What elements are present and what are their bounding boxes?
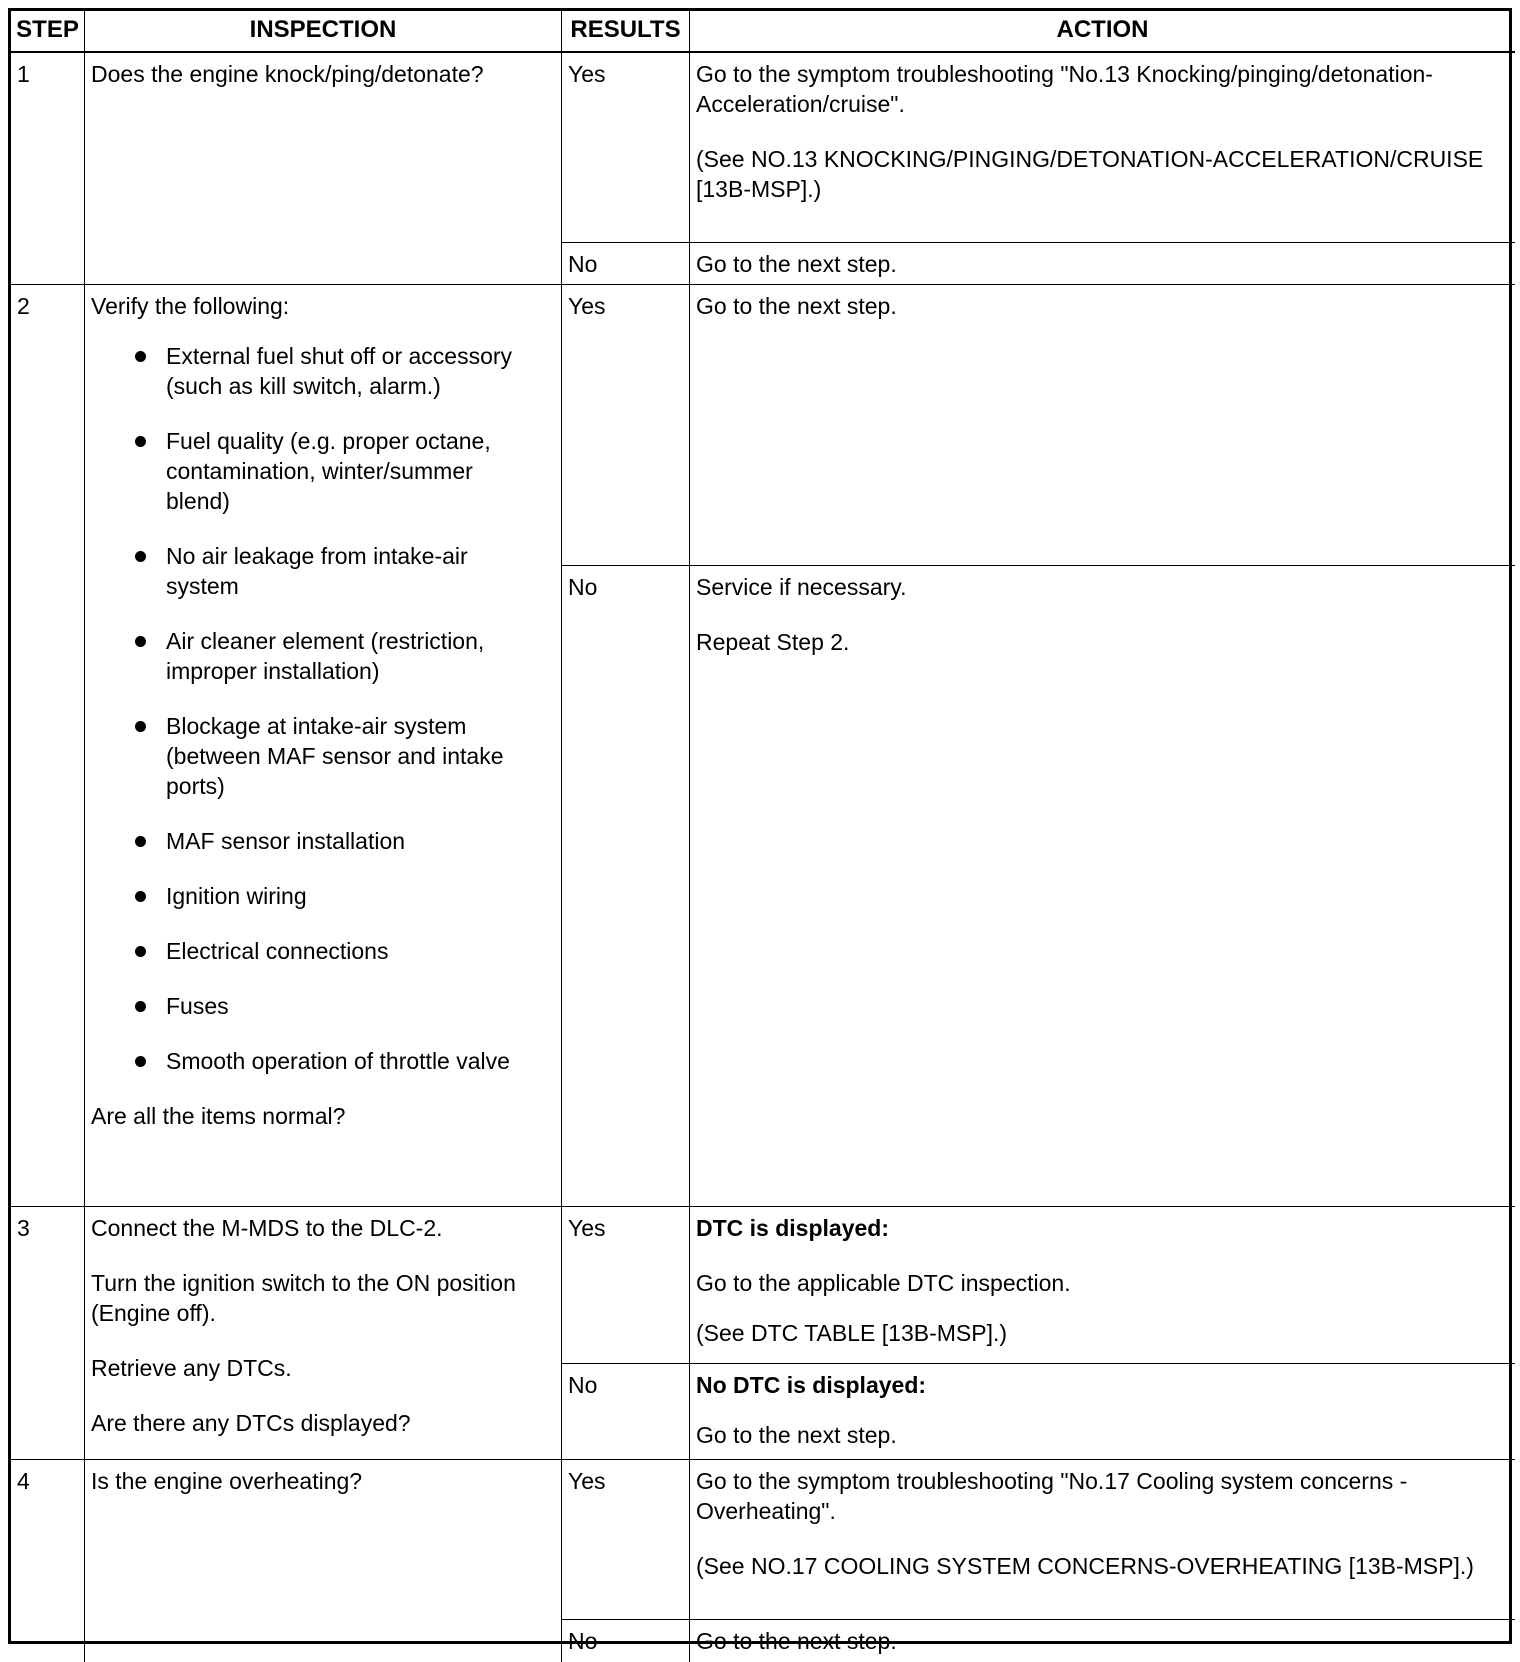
action-text: Service if necessary. — [696, 574, 907, 600]
action-text: Go to the next step. — [696, 1422, 897, 1448]
step-4-inspection — [85, 1460, 562, 1662]
step-4-number: 4 — [11, 1460, 85, 1662]
checklist-item: External fuel shut off or accessory (such as kill switch, alarm.) — [91, 341, 526, 401]
checklist-item: Fuses — [91, 991, 526, 1021]
step-1-number: 1 — [11, 53, 85, 285]
action-reference: (See DTC TABLE [13B-MSP].) — [696, 1320, 1008, 1346]
action-text: Go to the symptom troubleshooting "No.13 Knocking/pinging/detonation-Acceleration/cruise". — [696, 61, 1433, 117]
step-1-result-yes: Yes — [562, 53, 690, 243]
action-reference: (See NO.13 KNOCKING/PINGING/DETONATION-ACCELERATION/CRUISE [13B-MSP].) — [696, 146, 1484, 202]
step-3-inspection — [85, 1207, 562, 1460]
step-3-number: 3 — [11, 1207, 85, 1460]
checklist-item: Air cleaner element (restriction, improper installation) — [91, 626, 526, 686]
action-heading: DTC is displayed: — [696, 1215, 889, 1241]
step-2-action-no — [690, 566, 1515, 1207]
instruction-text: Retrieve any DTCs. — [91, 1355, 292, 1381]
action-text: Go to the applicable DTC inspection. — [696, 1270, 1071, 1296]
step-4-result-yes: Yes — [562, 1460, 690, 1620]
header-step: STEP — [11, 11, 85, 53]
step-2-inspection — [85, 285, 562, 1207]
checklist-item: Ignition wiring — [91, 881, 526, 911]
action-text: Go to the next step. — [696, 1628, 897, 1654]
step-4-action-no — [690, 1620, 1515, 1662]
header-action: ACTION — [690, 11, 1515, 53]
checklist-item: No air leakage from intake-air system — [91, 541, 526, 601]
step-3-result-yes: Yes — [562, 1207, 690, 1364]
instruction-text: Connect the M-MDS to the DLC-2. — [91, 1215, 443, 1241]
step-4-question: Is the engine overheating? — [91, 1468, 363, 1494]
troubleshooting-table — [8, 8, 1512, 1654]
header-inspection: INSPECTION — [85, 11, 562, 53]
step-2-number: 2 — [11, 285, 85, 1207]
action-text: Go to the symptom troubleshooting "No.17 Cooling system concerns - Overheating". — [696, 1468, 1408, 1524]
action-text: Go to the next step. — [696, 251, 897, 277]
action-text: Repeat Step 2. — [696, 629, 850, 655]
checklist-item: Fuel quality (e.g. proper octane, contamination, winter/summer blend) — [91, 426, 526, 516]
instruction-text: Turn the ignition switch to the ON position (Engine off). — [91, 1270, 516, 1326]
step-2-result-no: No — [562, 566, 690, 1207]
step-4-result-no: No — [562, 1620, 690, 1662]
step-3-action-yes — [690, 1207, 1515, 1364]
step-4-action-yes — [690, 1460, 1515, 1620]
step-1-result-no: No — [562, 243, 690, 285]
step-1-inspection — [85, 53, 562, 285]
action-reference: (See NO.17 COOLING SYSTEM CONCERNS-OVERHEATING [13B-MSP].) — [696, 1553, 1474, 1579]
checklist-item: MAF sensor installation — [91, 826, 526, 856]
step-2-result-yes: Yes — [562, 285, 690, 566]
checklist-item: Electrical connections — [91, 936, 526, 966]
action-text: Go to the next step. — [696, 293, 897, 319]
step-3-question: Are there any DTCs displayed? — [91, 1410, 411, 1436]
step-3-action-no — [690, 1364, 1515, 1460]
step-2-question: Are all the items normal? — [91, 1103, 346, 1129]
step-1-question: Does the engine knock/ping/detonate? — [91, 61, 484, 87]
step-2-action-yes — [690, 285, 1515, 566]
checklist — [91, 341, 555, 1076]
step-3-result-no: No — [562, 1364, 690, 1460]
action-heading: No DTC is displayed: — [696, 1372, 927, 1398]
step-2-intro: Verify the following: — [91, 293, 290, 319]
step-1-action-no — [690, 243, 1515, 285]
checklist-item: Smooth operation of throttle valve — [91, 1046, 526, 1076]
step-1-action-yes — [690, 53, 1515, 243]
checklist-item: Blockage at intake-air system (between MAF sensor and intake ports) — [91, 711, 526, 801]
header-results: RESULTS — [562, 11, 690, 53]
